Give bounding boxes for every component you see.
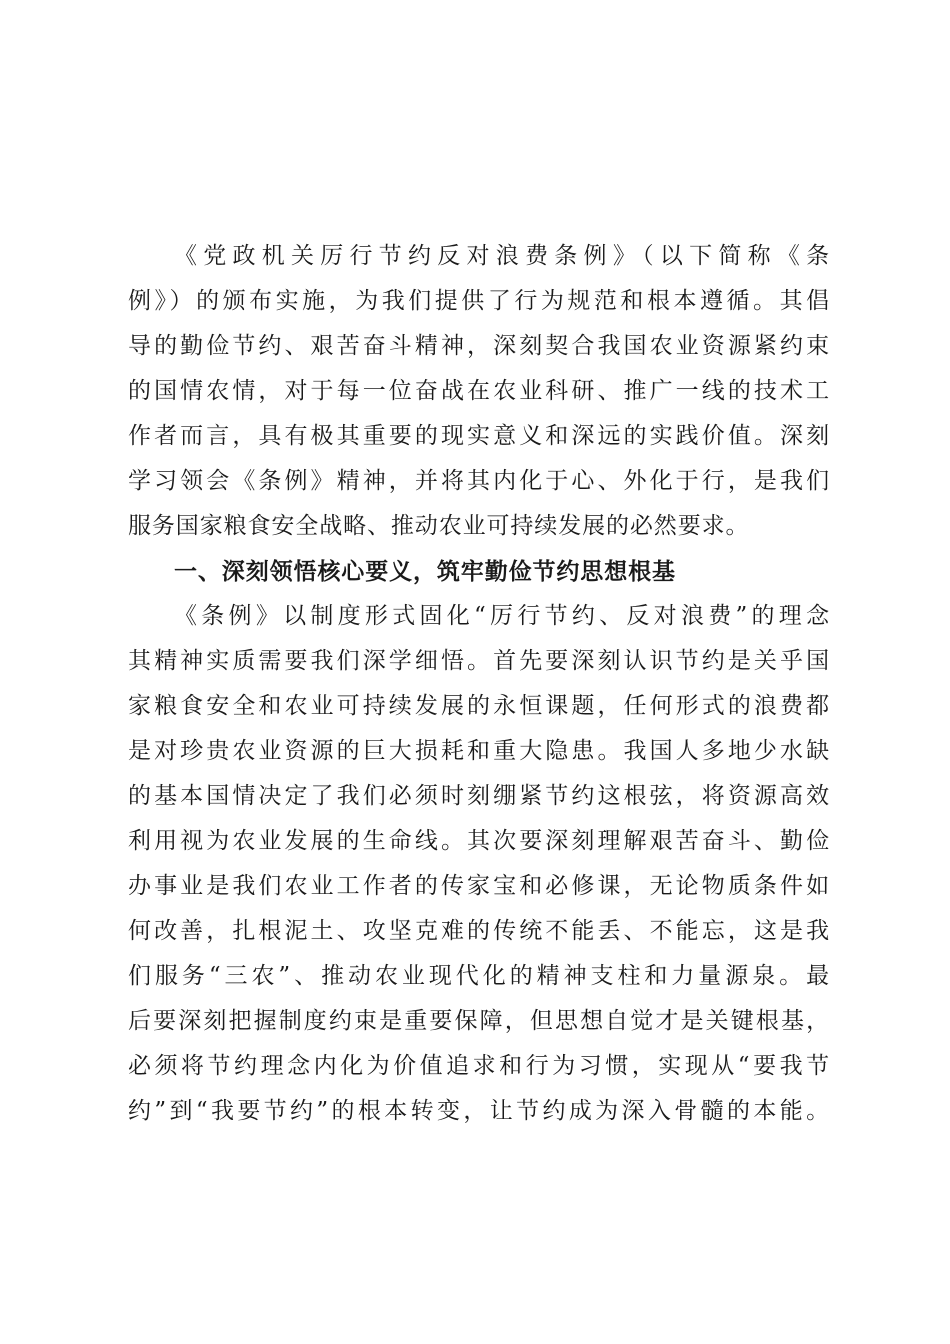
paragraph-line: 其精神实质需要我们深学细悟。首先要深刻认识节约是关乎国 [128, 648, 830, 674]
section-heading: 一、深刻领悟核心要义，筑牢勤俭节约思想根基 [174, 558, 676, 585]
paragraph-line: 《党政机关厉行节约反对浪费条例》（以下简称《条 [174, 243, 830, 269]
paragraph-line: 必须将节约理念内化为价值追求和行为习惯，实现从“要我节 [128, 1053, 830, 1079]
paragraph-line: 是对珍贵农业资源的巨大损耗和重大隐患。我国人多地少水缺 [128, 738, 830, 764]
paragraph-line: 家粮食安全和农业可持续发展的永恒课题，任何形式的浪费都 [128, 693, 830, 719]
paragraph-line: 学习领会《条例》精神，并将其内化于心、外化于行，是我们 [128, 468, 830, 494]
paragraph-line: 作者而言，具有极其重要的现实意义和深远的实践价值。深刻 [128, 423, 830, 449]
paragraph-line: 的国情农情，对于每一位奋战在农业科研、推广一线的技术工 [128, 378, 830, 404]
paragraph-line: 何改善，扎根泥土、攻坚克难的传统不能丢、不能忘，这是我 [128, 918, 830, 944]
paragraph-line: 例》）的颁布实施，为我们提供了行为规范和根本遵循。其倡 [128, 288, 830, 314]
paragraph-line: 的基本国情决定了我们必须时刻绷紧节约这根弦，将资源高效 [128, 783, 830, 809]
document-body [128, 234, 830, 1134]
paragraph-line: 们服务“三农”、推动农业现代化的精神支柱和力量源泉。最 [128, 963, 830, 989]
paragraph-line: 约”到“我要节约”的根本转变，让节约成为深入骨髓的本能。 [128, 1098, 830, 1124]
intro-paragraph [128, 234, 830, 549]
section-paragraph [128, 594, 830, 1134]
paragraph-line: 服务国家粮食安全战略、推动农业可持续发展的必然要求。 [128, 513, 750, 539]
paragraph-line: 后要深刻把握制度约束是重要保障，但思想自觉才是关键根基， [128, 1008, 830, 1034]
paragraph-line: 办事业是我们农业工作者的传家宝和必修课，无论物质条件如 [128, 873, 830, 899]
paragraph-line: 导的勤俭节约、艰苦奋斗精神，深刻契合我国农业资源紧约束 [128, 333, 830, 359]
paragraph-line: 《条例》以制度形式固化“厉行节约、反对浪费”的理念 [174, 603, 830, 629]
paragraph-line: 利用视为农业发展的生命线。其次要深刻理解艰苦奋斗、勤俭 [128, 828, 830, 854]
